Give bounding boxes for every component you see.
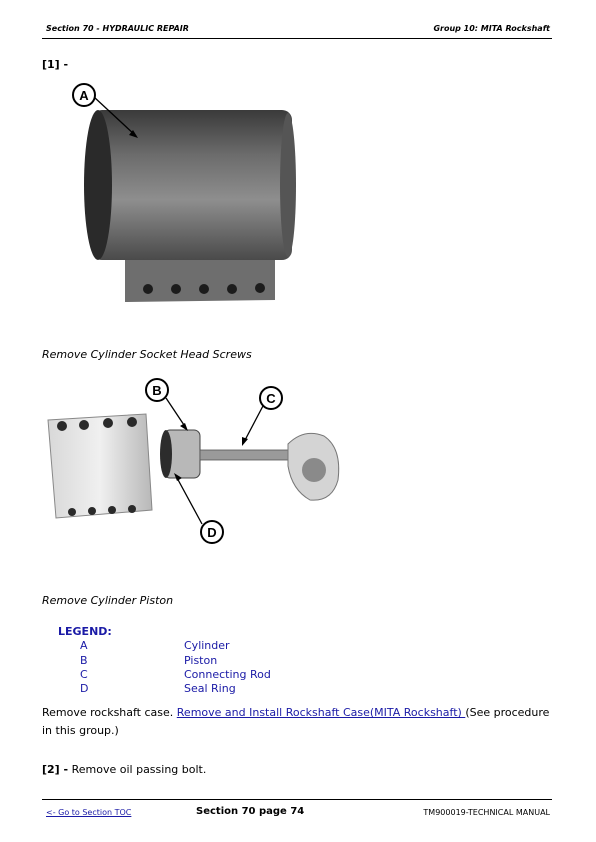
piston-assembly-photo [42,378,352,548]
legend-desc: Seal Ring [184,682,236,695]
procedure-paragraph [42,704,552,740]
page-number: Section 70 page 74 [196,806,305,817]
step-2 [42,763,206,776]
page-footer [42,799,552,830]
step-2-text: Remove oil passing bolt. [68,763,207,776]
legend-letter: D [80,682,89,695]
legend-letter: A [80,639,88,652]
legend-title: LEGEND: [58,625,112,638]
section-toc-link[interactable]: <- Go to Section TOC [46,808,132,817]
connecting-rod [200,450,290,460]
figure-1-caption: Remove Cylinder Socket Head Screws [42,348,252,361]
step-1-label: [1] - [42,58,69,71]
figure-2-caption: Remove Cylinder Piston [42,594,174,607]
section-title: Section 70 - HYDRAULIC REPAIR [46,24,189,33]
page-header [42,22,552,39]
paragraph-text: Remove rockshaft case. [42,706,177,719]
callout-a-label: A [79,88,89,103]
legend-desc: Cylinder [184,639,230,652]
callout-c-label: C [266,391,276,406]
legend-letter: C [80,668,88,681]
callout-d-label: D [207,525,217,540]
legend-desc: Piston [184,654,218,667]
cylinder-body [92,110,292,260]
step-2-label: [2] - [42,763,69,776]
manual-id: TM900019-TECHNICAL MANUAL [423,808,550,817]
legend-letter: B [80,654,88,667]
group-title: Group 10: MITA Rockshaft [433,24,550,33]
legend-desc: Connecting Rod [184,668,271,681]
cylinder-photo [70,82,310,308]
cylinder-end [84,110,112,260]
paragraph-text-after: (See procedure in this group.) [42,706,550,737]
callout-b-label: B [152,383,162,398]
rockshaft-case-link[interactable]: Remove and Install Rockshaft Case(MITA Rockshaft) [176,706,466,719]
